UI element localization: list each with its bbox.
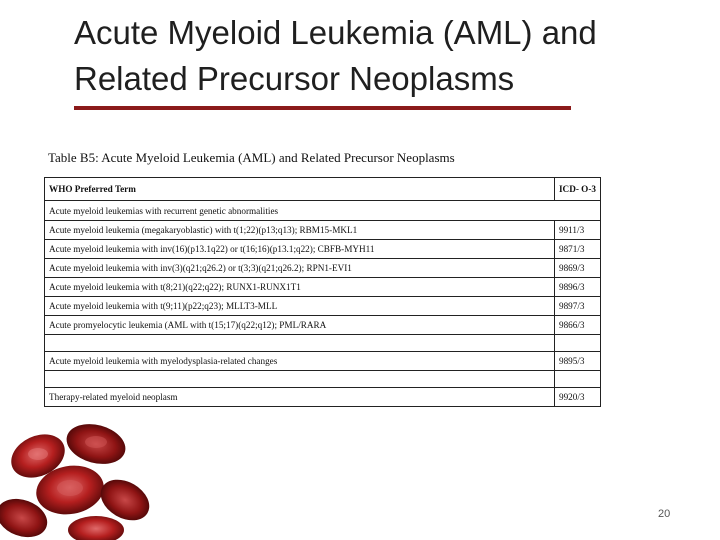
blank-cell (45, 335, 555, 352)
code-cell: 9869/3 (554, 259, 600, 278)
code-cell: 9897/3 (554, 297, 600, 316)
icd-table (44, 177, 601, 407)
table-caption: Table B5: Acute Myeloid Leukemia (AML) and Related Precursor Neoplasms (48, 150, 455, 165)
term-cell: Acute myeloid leukemia (megakaryoblastic) with t(1;22)(p13;q13); RBM15-MKL1 (45, 221, 555, 240)
blank-cell (45, 371, 555, 388)
table-row (45, 316, 601, 335)
title-line-1: Acute Myeloid Leukemia (AML) and (74, 14, 597, 51)
term-cell: Acute myeloid leukemia with t(9;11)(p22;q23); MLLT3-MLL (45, 297, 555, 316)
blank-cell (554, 371, 600, 388)
code-cell: 9920/3 (554, 388, 600, 407)
table-row (45, 297, 601, 316)
table-row (45, 259, 601, 278)
code-cell: 9896/3 (554, 278, 600, 297)
table-row (45, 221, 601, 240)
term-cell: Acute myeloid leukemia with inv(16)(p13.1q22) or t(16;16)(p13.1;q22); CBFB-MYH11 (45, 240, 555, 259)
title-line-2: Related Precursor Neoplasms (74, 60, 515, 97)
header-term: WHO Preferred Term (45, 178, 555, 201)
blank-row (45, 371, 601, 388)
code-cell: 9911/3 (554, 221, 600, 240)
term-cell: Acute myeloid leukemia with myelodysplasia-related changes (45, 352, 555, 371)
term-cell: Acute promyelocytic leukemia (AML with t(15;17)(q22;q12); PML/RARA (45, 316, 555, 335)
term-cell: Acute myeloid leukemia with inv(3)(q21;q26.2) or t(3;3)(q21;q26.2); RPN1-EVI1 (45, 259, 555, 278)
term-cell: Acute myeloid leukemia with t(8;21)(q22;q22); RUNX1-RUNX1T1 (45, 278, 555, 297)
table-row (45, 278, 601, 297)
code-cell: 9866/3 (554, 316, 600, 335)
code-cell: 9895/3 (554, 352, 600, 371)
code-cell: 9871/3 (554, 240, 600, 259)
blood-cells-image (0, 408, 150, 540)
term-cell: Therapy-related myeloid neoplasm (45, 388, 555, 407)
slide-title (74, 10, 694, 102)
page-number: 20 (658, 508, 671, 520)
table-row (45, 240, 601, 259)
table-header-row (45, 178, 601, 201)
table-row (45, 352, 601, 371)
group-heading-row (45, 201, 601, 221)
blank-cell (554, 335, 600, 352)
table-row (45, 388, 601, 407)
blank-row (45, 335, 601, 352)
title-underline (74, 106, 571, 110)
group-heading: Acute myeloid leukemias with recurrent genetic abnormalities (45, 201, 601, 221)
header-code: ICD- O-3 (554, 178, 600, 201)
